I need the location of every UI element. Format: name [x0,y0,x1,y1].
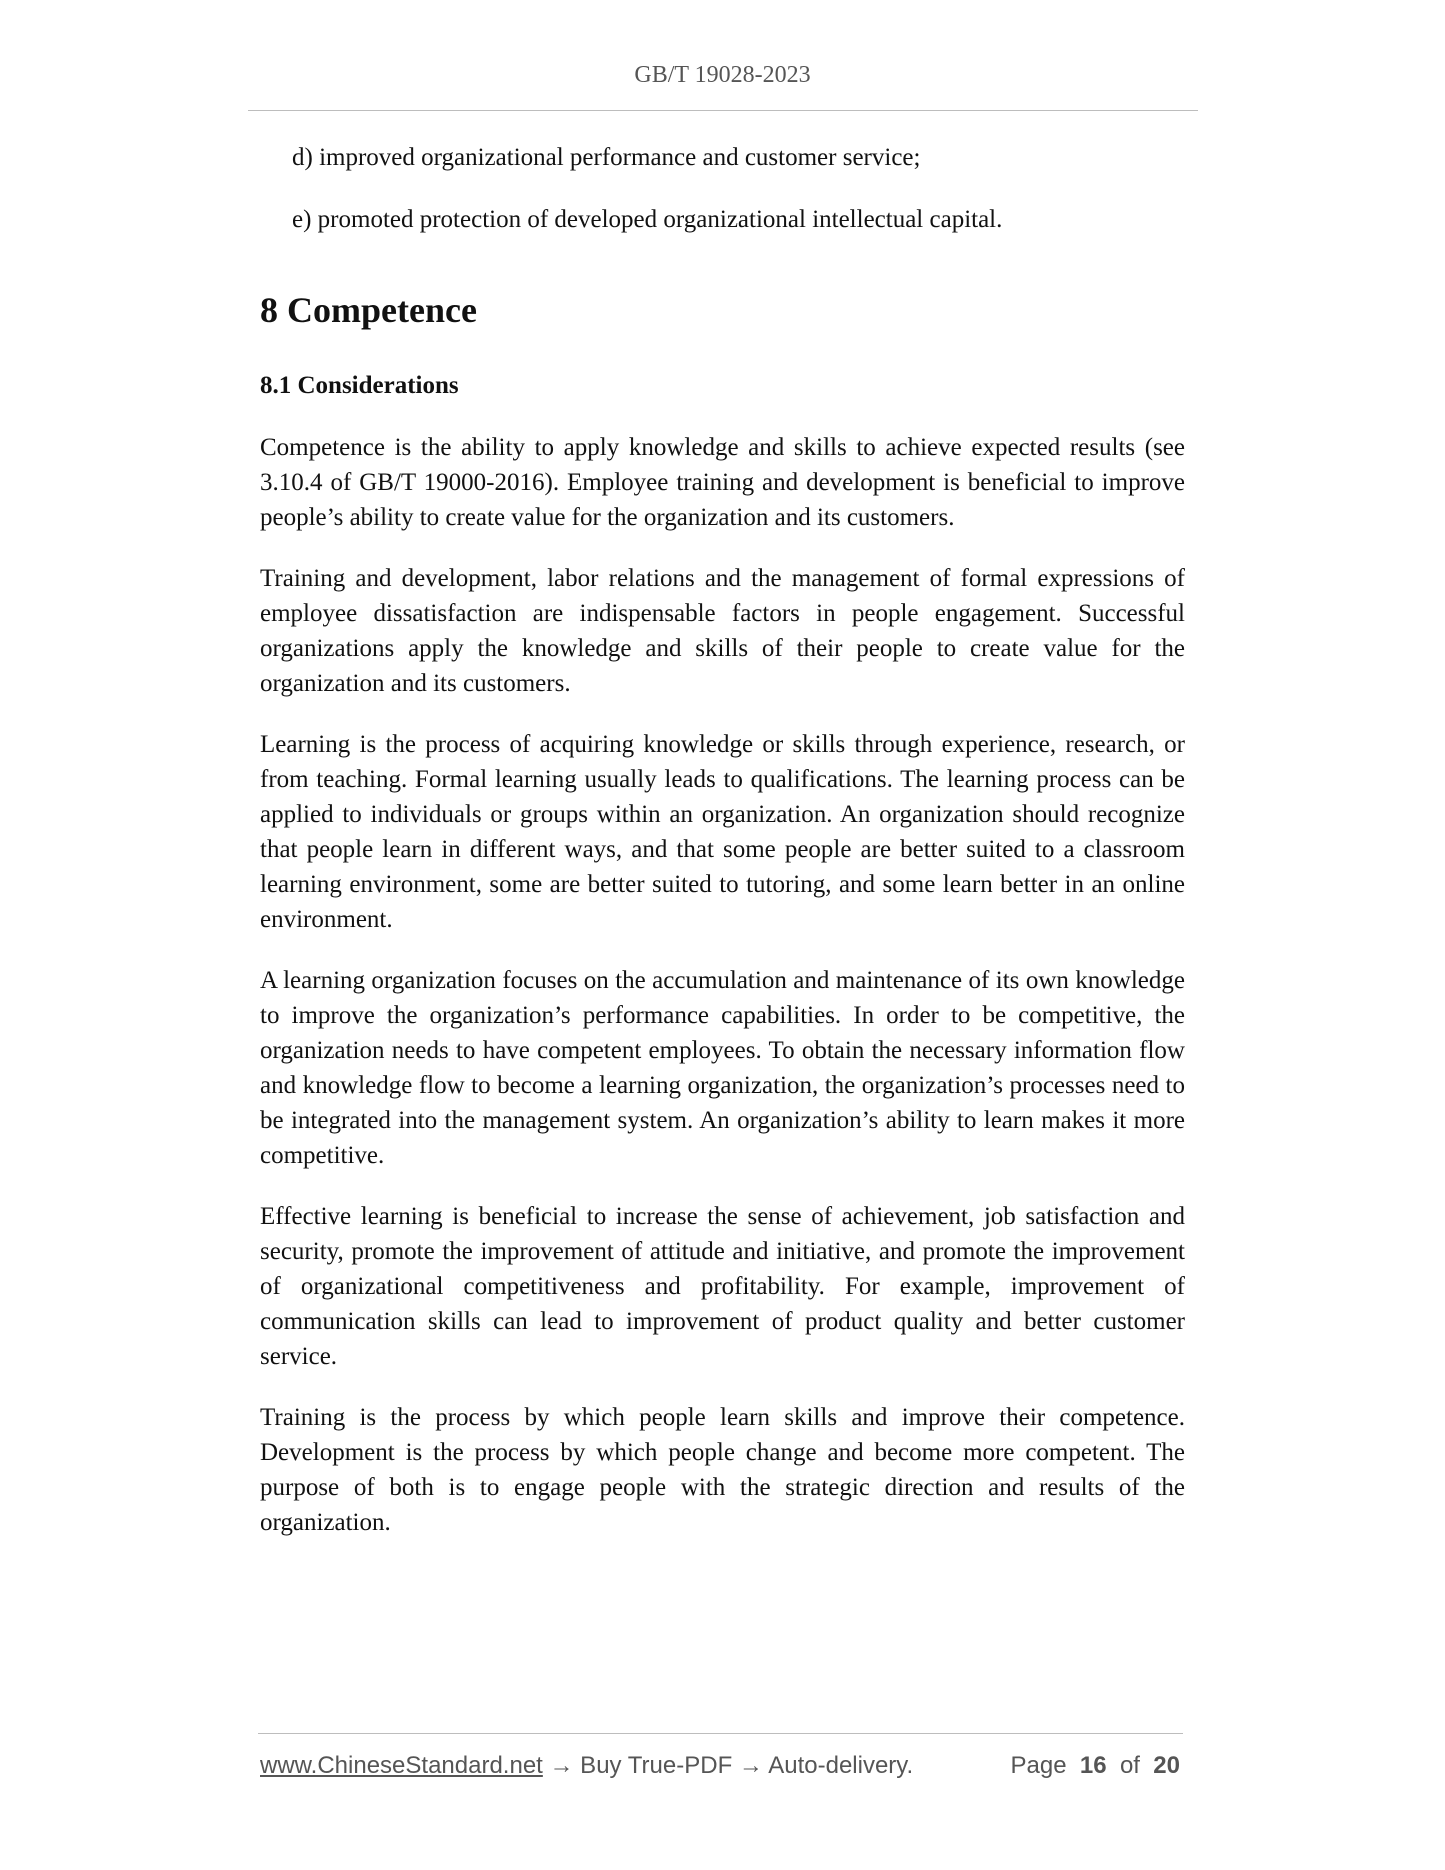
page-header: GB/T 19028-2023 [634,62,811,88]
footer-promo [260,1752,913,1780]
current-page-number: 16 [1079,1752,1107,1779]
paragraph: Competence is the ability to apply knowledge and skills to achieve expected results (see 3.10.4 of GB/T 19000-2016). Employee training and development is beneficial to improve people’s ability to create value for the organization and its customers. [260,434,1185,531]
page-indicator [1010,1752,1180,1780]
header-divider [248,110,1198,111]
total-pages-number: 20 [1153,1752,1180,1779]
page-content [260,140,1185,1566]
list-item: e) promoted protection of developed organizational intellectual capital. [292,206,1003,233]
footer-divider [258,1733,1183,1734]
paragraph: Training is the process by which people learn skills and improve their competence. Development is the process by which people change and become more competent. The purpose of both is to engage people with the strategic direction and results of the organization. [260,1404,1185,1536]
subsection-heading: 8.1 Considerations [260,372,459,399]
paragraph: A learning organization focuses on the accumulation and maintenance of its own knowledge to improve the organization’s performance capabilities. In order to be competitive, the organization needs to have competent employees. To obtain the necessary information flow and knowledge flow to become a learning organization, the organization’s processes need to be integrated into the management system. An organization’s ability to learn makes it more competitive. [260,967,1185,1169]
list-item: d) improved organizational performance and customer service; [292,144,921,171]
paragraph: Effective learning is beneficial to increase the sense of achievement, job satisfaction and security, promote the improvement of attitude and initiative, and promote the improvement of organizational competitiveness and profitability. For example, improvement of communication skills can lead to improvement of product quality and better customer service. [260,1203,1185,1370]
paragraph: Learning is the process of acquiring knowledge or skills through experience, research, or from teaching. Formal learning usually leads to qualifications. The learning process can be applied to individuals or groups within an organization. An organization should recognize that people learn in different ways, and that some people are better suited to a classroom learning environment, some are better suited to tutoring, and some learn better in an online environment. [260,731,1185,933]
website-link[interactable]: www.ChineseStandard.net [260,1752,543,1779]
promo-text: → Buy True-PDF → Auto-delivery. [549,1752,914,1779]
paragraph: Training and development, labor relations and the management of formal expressions of employee dissatisfaction are indispensable factors in people engagement. Successful organizations apply the knowledge and skills of their people to create value for the organization and its customers. [260,565,1185,697]
page-label: Page [1010,1752,1067,1779]
of-label: of [1119,1752,1140,1779]
section-heading: 8 Competence [260,290,477,330]
